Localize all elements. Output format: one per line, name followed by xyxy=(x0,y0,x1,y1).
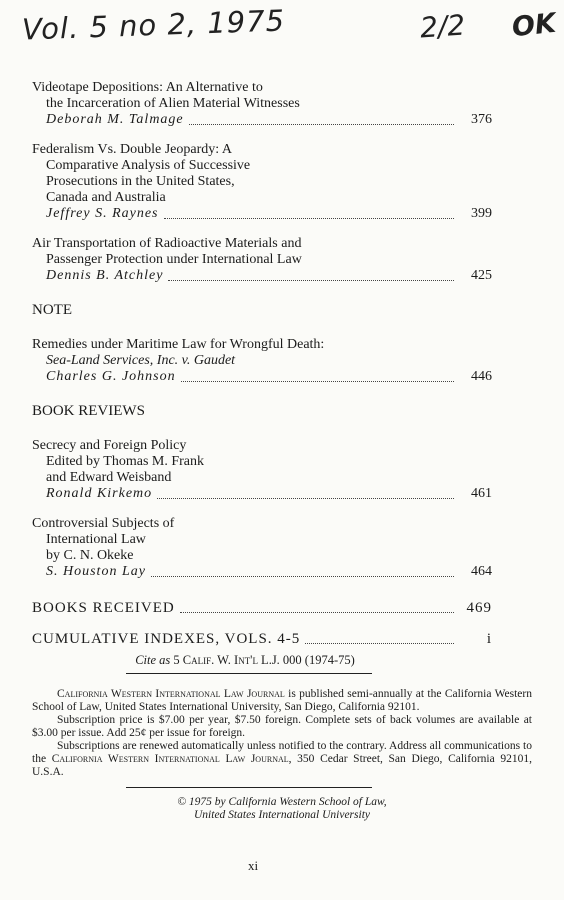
entry-title-line: Sea-Land Services, Inc. v. Gaudet xyxy=(46,353,236,368)
entry-author-row xyxy=(32,486,492,502)
entry-author: Dennis B. Atchley xyxy=(46,268,164,283)
dot-leader xyxy=(180,602,454,613)
entry-title-line: Passenger Protection under International Law xyxy=(46,252,302,267)
divider-rule xyxy=(126,787,372,788)
copyright-line: United States International University xyxy=(194,809,370,821)
page-folio: xi xyxy=(248,858,259,873)
journal-name: California Western International Law Journal xyxy=(57,688,285,700)
book-review-entry-2 xyxy=(32,516,492,580)
entry-page-number: 469 xyxy=(466,600,492,616)
entry-author-row xyxy=(32,564,492,580)
entry-title-line: and Edward Weisband xyxy=(46,470,172,485)
notice-paragraph: Subscription price is $7.00 per year, $7.50 foreign. Complete sets of back volumes are available at $3.00 per issue. Add 25¢ per issue for foreign. xyxy=(32,714,532,739)
entry-title-line: by C. N. Okeke xyxy=(46,548,134,563)
entry-author: S. Houston Lay xyxy=(46,564,146,579)
citation-text: 5 Calif. W. Int'l L.J. 000 (1974-75) xyxy=(173,653,355,667)
entry-page-number: 376 xyxy=(471,112,492,127)
table-of-contents xyxy=(32,80,492,662)
book-review-entry-1 xyxy=(32,438,492,502)
dot-leader xyxy=(157,488,454,499)
entry-title-line: Canada and Australia xyxy=(46,190,166,205)
notice-paragraph xyxy=(32,740,532,779)
entry-title-line: Air Transportation of Radioactive Materials and xyxy=(32,236,302,251)
dot-leader xyxy=(168,270,454,281)
notice-text: is published semi-annually at the California Western School of Law, United States International University, San Diego, California 92101. xyxy=(32,688,532,713)
entry-author: Deborah M. Talmage xyxy=(46,112,184,127)
entry-title-line: the Incarceration of Alien Material Witnesses xyxy=(46,96,300,111)
handwritten-volume-note: Vol. 5 no 2, 1975 xyxy=(21,3,286,47)
copyright-notice xyxy=(32,796,532,822)
entry-author: Ronald Kirkemo xyxy=(46,486,153,501)
article-entry-2 xyxy=(32,142,492,222)
entry-title-line: Videotape Depositions: An Alternative to xyxy=(32,80,263,95)
article-entry-3 xyxy=(32,236,492,284)
notice-text: , 350 Cedar Street, San Diego, California 92101, U.S.A. xyxy=(32,753,532,778)
divider-rule xyxy=(126,673,372,674)
dot-leader xyxy=(305,633,454,644)
entry-page-number: i xyxy=(486,631,492,647)
entry-author: Charles G. Johnson xyxy=(46,369,176,384)
books-received-entry xyxy=(32,600,492,616)
notice-text: Subscriptions are renewed automatically unless notified to the contrary. Address all communications to the xyxy=(32,740,532,765)
handwritten-fraction-note: 2/2 xyxy=(418,8,467,45)
notice-paragraph xyxy=(32,688,532,714)
cumulative-indexes-entry xyxy=(32,631,492,647)
copyright-line: © 1975 by California Western School of Law, xyxy=(177,796,387,808)
note-entry xyxy=(32,337,492,385)
entry-page-number: 461 xyxy=(471,486,492,501)
handwritten-ok-note: OK xyxy=(510,7,558,44)
entry-title-line: Comparative Analysis of Successive xyxy=(46,158,251,173)
dot-leader xyxy=(189,114,454,125)
entry-title-line: Secrecy and Foreign Policy xyxy=(32,438,187,453)
dot-leader xyxy=(181,371,454,382)
entry-title-line: Edited by Thomas M. Frank xyxy=(46,454,205,469)
entry-label: CUMULATIVE INDEXES, VOLS. 4-5 xyxy=(32,631,301,647)
entry-title-line: Remedies under Maritime Law for Wrongful Death: xyxy=(32,337,325,352)
entry-page-number: 446 xyxy=(471,369,492,384)
entry-title-line: International Law xyxy=(46,532,146,547)
entry-title-line: Federalism Vs. Double Jeopardy: A xyxy=(32,142,232,157)
entry-page-number: 425 xyxy=(471,268,492,283)
entry-page-number: 464 xyxy=(471,564,492,579)
entry-title-line: Controversial Subjects of xyxy=(32,516,175,531)
citation-prefix: Cite as xyxy=(135,653,171,667)
dot-leader xyxy=(164,208,455,219)
entry-author-row xyxy=(32,268,492,284)
dot-leader xyxy=(151,566,454,577)
entry-author-row xyxy=(32,369,492,385)
entry-author: Jeffrey S. Raynes xyxy=(46,206,159,221)
article-entry-1 xyxy=(32,80,492,128)
journal-name: California Western International Law Journal xyxy=(51,753,289,765)
section-heading-note: NOTE xyxy=(32,302,72,318)
citation-line xyxy=(130,653,360,668)
section-heading-book-reviews: BOOK REVIEWS xyxy=(32,403,145,419)
publication-notice xyxy=(32,688,532,779)
entry-title-line: Prosecutions in the United States, xyxy=(46,174,235,189)
entry-label: BOOKS RECEIVED xyxy=(32,600,175,616)
entry-page-number: 399 xyxy=(471,206,492,221)
entry-author-row xyxy=(32,206,492,222)
entry-author-row xyxy=(32,112,492,128)
